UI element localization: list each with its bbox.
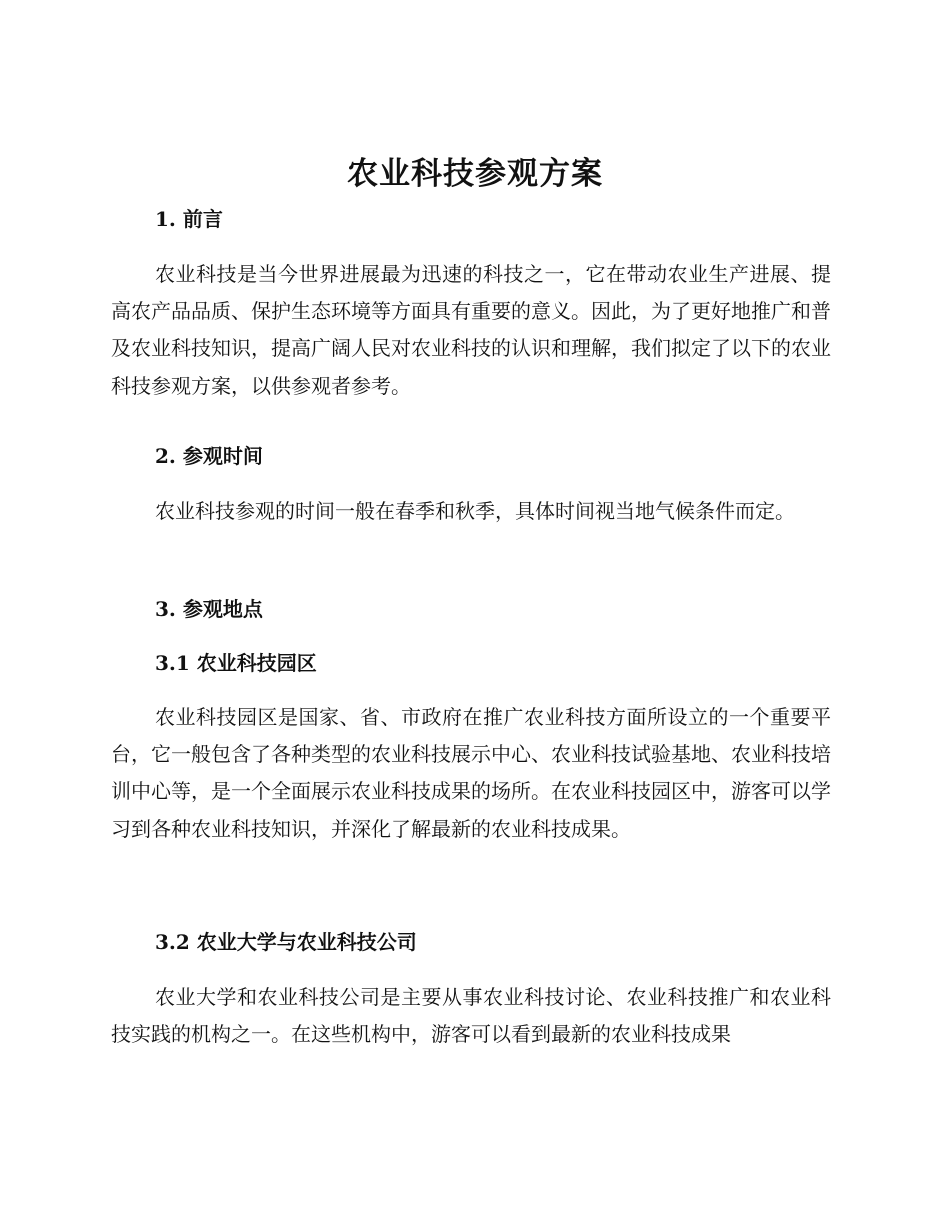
section-paragraph-tech-park: 农业科技园区是国家、省、市政府在推广农业科技方面所设立的一个重要平台，它一般包含了各种类型的农业科技展示中心、农业科技试验基地、农业科技培训中心等，是一个全面展示农业科技成果的场所。在农业科技园区中，游客可以学习到各种农业科技知识，并深化了解最新的农业科技成果。 bbox=[111, 705, 831, 841]
section-paragraph-university-company: 农业大学和农业科技公司是主要从事农业科技讨论、农业科技推广和农业科技实践的机构之一。在这些机构中，游客可以看到最新的农业科技成果 bbox=[111, 985, 831, 1047]
section-paragraph-visit-time: 农业科技参观的时间一般在春季和秋季，具体时间视当地气候条件而定。 bbox=[155, 499, 795, 523]
document-title: 农业科技参观方案 bbox=[347, 156, 603, 192]
section-heading-preface: 1. 前言 bbox=[155, 207, 223, 231]
section-paragraph-preface: 农业科技是当今世界进展最为迅速的科技之一，它在带动农业生产进展、提高农产品品质、保护生态环境等方面具有重要的意义。因此，为了更好地推广和普及农业科技知识，提高广阔人民对农业科技的认识和理解，我们拟定了以下的农业科技参观方案，以供参观者参考。 bbox=[111, 262, 831, 398]
section-heading-visit-time: 2. 参观时间 bbox=[155, 444, 263, 468]
section-heading-university-company: 3.2 农业大学与农业科技公司 bbox=[155, 930, 417, 954]
section-heading-tech-park: 3.1 农业科技园区 bbox=[155, 651, 317, 675]
section-heading-visit-location: 3. 参观地点 bbox=[155, 597, 263, 621]
